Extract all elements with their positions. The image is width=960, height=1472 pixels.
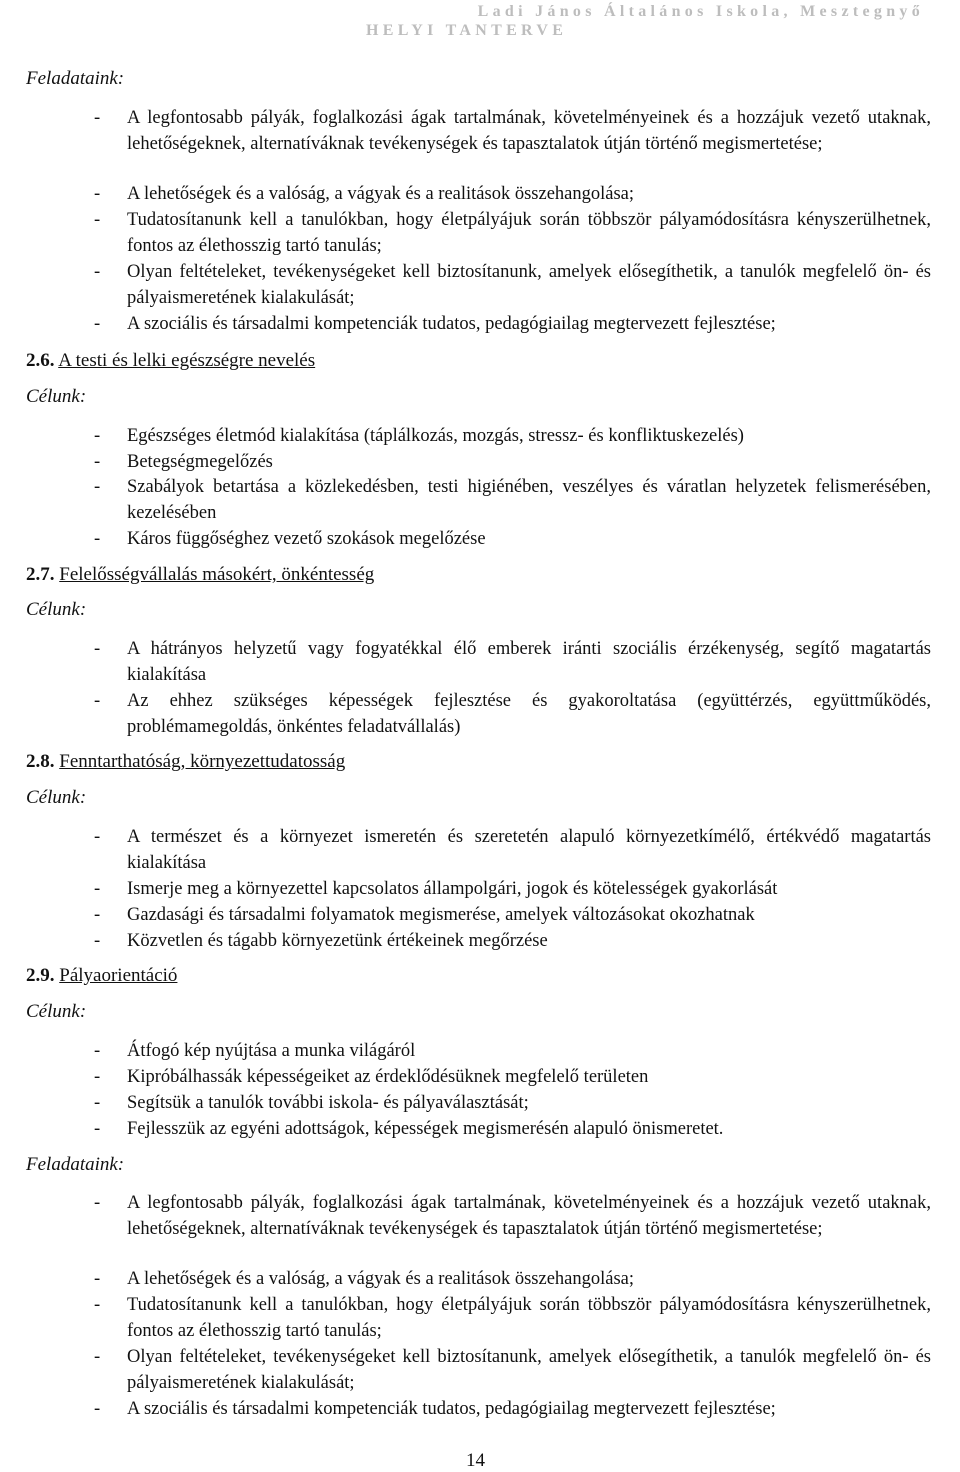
list-item: - Kipróbálhassák képességeiket az érdeklődésüknek megfelelő területen xyxy=(94,1067,649,1087)
header-document-title: HELYI TANTERVE xyxy=(366,22,568,39)
list-item: - Káros függőséghez vezető szokások megelőzése xyxy=(94,529,486,549)
section-heading-2-7: 2.7. Felelősségvállalás másokért, önkéntesség xyxy=(26,564,375,585)
list-item: - A lehetőségek és a valóság, a vágyak és a realitások összehangolása; xyxy=(94,184,635,204)
section-heading-2-6: 2.6. A testi és lelki egészségre nevelés xyxy=(26,350,316,371)
list-item: - A legfontosabb pályák, foglalkozási ágak tartalmának, követelményeinek és a hozzájuk vezető utaknak, lehetőségeknek, alternatíváknak tevékenységek és tapasztalatok útján történő megismertetése; xyxy=(94,1193,931,1239)
list-item: - Tudatosítanunk kell a tanulókban, hogy életpályájuk során többször pályamódosításra kényszerülhetnek, fontos az élethosszig tartó tanulás; xyxy=(94,1295,931,1341)
goals-label: Célunk: xyxy=(26,787,87,808)
page-number: 14 xyxy=(466,1450,485,1471)
list-item: - A legfontosabb pályák, foglalkozási ágak tartalmának, követelményeinek és a hozzájuk vezető utaknak, lehetőségeknek, alternatíváknak tevékenységek és tapasztalatok útján történő megismertetése; xyxy=(94,108,931,154)
tasks-label: Feladataink: xyxy=(26,1154,125,1175)
goals-label: Célunk: xyxy=(26,386,87,407)
header-school-name: Ladi János Általános Iskola, Mesztegnyő xyxy=(477,3,924,20)
list-item: - Segítsük a tanulók további iskola- és pályaválasztását; xyxy=(94,1093,529,1113)
list-item: - Egészséges életmód kialakítása (táplálkozás, mozgás, stressz- és konfliktuskezelés) xyxy=(94,426,744,446)
list-item: - Betegségmegelőzés xyxy=(94,452,273,472)
list-item: - A lehetőségek és a valóság, a vágyak és a realitások összehangolása; xyxy=(94,1269,635,1289)
goals-label: Célunk: xyxy=(26,599,87,620)
list-item: - Tudatosítanunk kell a tanulókban, hogy életpályájuk során többször pályamódosításra kényszerülhetnek, fontos az élethosszig tartó tanulás; xyxy=(94,210,931,256)
goals-label: Célunk: xyxy=(26,1001,87,1022)
section-heading-2-8: 2.8. Fenntarthatóság, környezettudatosság xyxy=(26,751,346,772)
list-item: - Közvetlen és tágabb környezetünk értékeinek megőrzése xyxy=(94,931,548,951)
list-item: - A szociális és társadalmi kompetenciák tudatos, pedagógiailag megtervezett fejlesztése; xyxy=(94,314,776,334)
list-item: - A szociális és társadalmi kompetenciák tudatos, pedagógiailag megtervezett fejlesztése; xyxy=(94,1399,776,1419)
list-item: - Szabályok betartása a közlekedésben, testi higiénében, veszélyes és váratlan helyzetek felismerésében, kezelésében xyxy=(94,477,931,523)
list-item: - Gazdasági és társadalmi folyamatok megismerése, amelyek változásokat okozhatnak xyxy=(94,905,755,925)
list-item: - Olyan feltételeket, tevékenységeket kell biztosítanunk, amelyek elősegíthetik, a tanulók megfelelő ön- és pályaismeretének kialakulását; xyxy=(94,262,931,308)
list-item: - Ismerje meg a környezettel kapcsolatos állampolgári, jogok és kötelességek gyakorlását xyxy=(94,879,778,899)
list-item: - Olyan feltételeket, tevékenységeket kell biztosítanunk, amelyek elősegíthetik, a tanulók megfelelő ön- és pályaismeretének kialakulását; xyxy=(94,1347,931,1393)
list-item: - Az ehhez szükséges képességek fejlesztése és gyakoroltatása (együttérzés, együttműködés, problémamegoldás, önkéntes feladatvállalás) xyxy=(94,691,931,737)
list-item: - Átfogó kép nyújtása a munka világáról xyxy=(94,1041,416,1061)
list-item: - Fejlesszük az egyéni adottságok, képességek megismerésén alapuló önismeretet. xyxy=(94,1119,724,1139)
tasks-label: Feladataink: xyxy=(26,68,125,89)
list-item: - A hátrányos helyzetű vagy fogyatékkal élő emberek iránti szociális érzékenység, segítő magatartás kialakítása xyxy=(94,639,931,685)
section-heading-2-9: 2.9. Pályaorientáció xyxy=(26,965,178,986)
list-item: - A természet és a környezet ismeretén és szeretetén alapuló környezetkímélő, értékvédő magatartás kialakítása xyxy=(94,827,931,873)
